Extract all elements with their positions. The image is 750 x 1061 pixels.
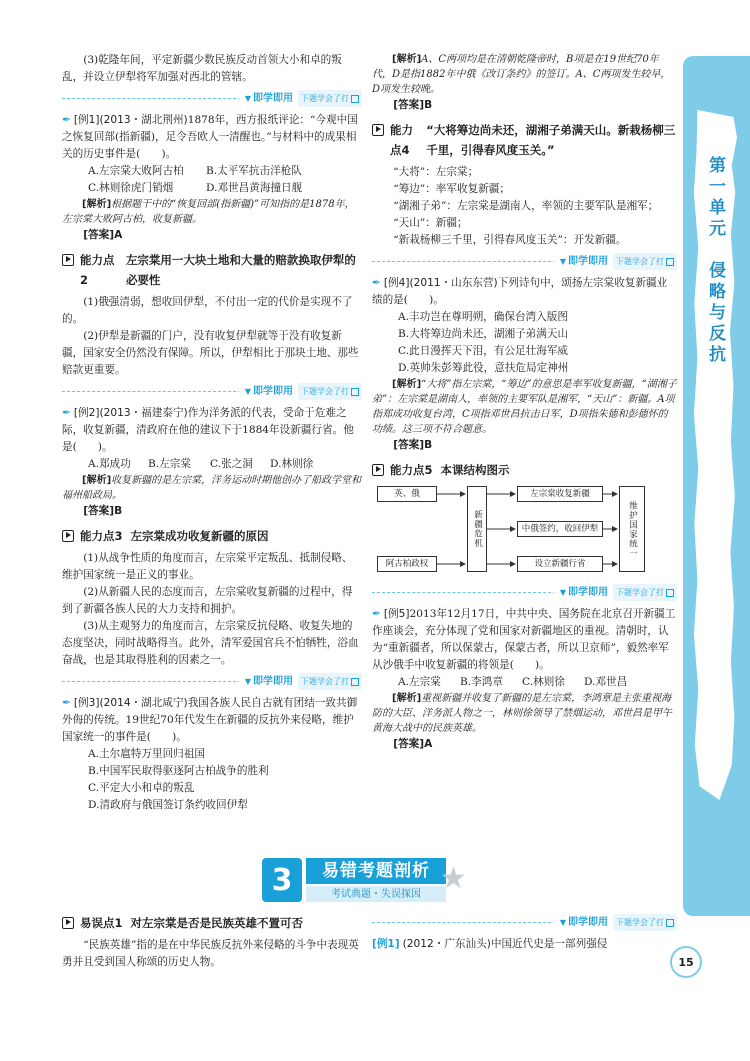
section-subtitle: 考试典题・失误探因 bbox=[306, 886, 446, 902]
section-banner bbox=[262, 855, 476, 905]
ability-point-5: 能力点5 本课结构图示 bbox=[372, 460, 677, 480]
pen-icon: ✒ bbox=[62, 114, 71, 126]
node-britain-russia: 英、俄 bbox=[377, 486, 437, 502]
left-column: (3)乾隆年间，平定新疆少数民族反动首领大小和卓的叛乱，并设立伊犁将军加强对西北的管辖。 ▼ 即学即用 下题学会了打 ✒ [例1](2013・湖北荆州)1878年，西方报纸评论：“今观中国之恢复回部(指新疆)，足令吾欧人一清醒也。”与材料中的成果相关的历史事件是( )。 A.左宗棠大败阿古柏 B.太平军抗击洋枪队 C.林则徐虎门销烟 D.邓世昌黄海撞日舰 [解析]根据题干中的“恢复回部(指新疆)”可知指的是1878年，左宗棠大败阿古柏，收复新疆。 [答案]A 能力点2 左宗棠用一大块土地和大量的赔款换取伊犁的必要性 (1)俄强清弱，想收回伊犁，不付出一定的代价是实现不了的。 (2)伊犁是新疆的门户，没有收复伊犁就等于没有收复新疆，国家安全仍然没有保障。所以，伊犁相比于那块土地、那些赔款更重要。 ▼ 即学即用 下题学会了打 ✒ [例2](2013・福建泰宁)作为洋务派的代表，受命于危难之际，收复新疆，清政府在他的建议下于1884年设新疆行省。他是( )。 A.郑成功 B.左宗棠 C.张之洞 D.林则徐 [解析]收复新疆的是左宗棠，洋务运动时期他创办了船政学堂和福州船政局。 [答案]B 能力点3 左宗棠成功收复新疆的原因 (1)从战争性质的角度而言，左宗棠平定叛乱、抵制侵略、维护国家统一是正义的事业。 (2)从新疆人民的态度而言，左宗棠收复新疆的过程中，得到了新疆各族人民的大力支持和拥护。 (3)从主观努力的角度而言，左宗棠反抗侵略、收复失地的态度坚决，同时战略得当。此外，清军爱国官兵不怕牺牲，浴血奋战，也是其取得胜利的因素之一。 ▼ 即学即用 下题学会了打 ✒ [例3](2014・湖北咸宁)我国各族人民自古就有团结一致共御外侮的传统。19世纪70年代发生在新疆的反抗外来侵略，维护国家统一的事件是( )。 A.土尔扈特万里回归祖国 B.中国军民取得驱逐阿古柏战争的胜利 C.平定大小和卓的叛乱 D.清政府与俄国签订条约收回伊犁 bbox=[62, 52, 362, 814]
triangle-icon: ▼ bbox=[559, 588, 566, 597]
example-2: ✒ [例2](2013・福建泰宁)作为洋务派的代表，受命于危难之际，收复新疆，清政府在他的建议下于1884年设新疆行省。他是( )。 A.郑成功 B.左宗棠 C.张之洞 D.林则徐 [解析]收复新疆的是左宗棠，洋务运动时期他创办了船政学堂和福州船政局。 [答案]B bbox=[62, 407, 362, 517]
example-5: ✒ [例5]2013年12月17日，中共中央、国务院在北京召开新疆工作座谈会，充分体现了党和国家对新疆地区的重视。清朝时，认为“重新疆者，所以保蒙古，保蒙古者，所以卫京师”，毅然率军从沙俄手中收复新疆的将领是( )。 A.左宗棠 B.李鸿章 C.林则徐 D.邓世昌 [解析]重视新疆并收复了新疆的是左宗棠，李鸿章是主张重视海防的大臣、洋务派人物之一，林则徐领导了禁烟运动，邓世昌是甲午黄海大战中的民族英雄。 [答案]A bbox=[372, 608, 676, 750]
intro-paragraph: (3)乾隆年间，平定新疆少数民族反动首领大小和卓的叛乱，并设立伊犁将军加强对西北的管辖。 bbox=[62, 54, 342, 83]
play-icon bbox=[372, 124, 384, 136]
play-icon bbox=[62, 254, 74, 266]
pen-icon: ✒ bbox=[372, 608, 381, 620]
check-box[interactable] bbox=[351, 95, 359, 103]
practice-bar: ▼ 即学即用 下题学会了打 bbox=[372, 585, 677, 600]
practice-bar: ▼ 即学即用 下题学会了打 bbox=[372, 254, 677, 269]
example-3: ✒ [例3](2014・湖北咸宁)我国各族人民自古就有团结一致共御外侮的传统。19世纪70年代发生在新疆的反抗外来侵略，维护国家统一的事件是( )。 A.土尔扈特万里回归祖国 B.中国军民取得驱逐阿古柏战争的胜利 C.平定大小和卓的叛乱 D.清政府与俄国签订条约收回伊犁 bbox=[62, 697, 358, 811]
example-1: ✒ [例1](2013・湖北荆州)1878年，西方报纸评论：“今观中国之恢复回部(指新疆)，足令吾欧人一清醒也。”与材料中的成果相关的历史事件是( )。 A.左宗棠大败阿古柏 B.太平军抗击洋枪队 C.林则徐虎门销烟 D.邓世昌黄海撞日舰 [解析]根据题干中的“恢复回部(指新疆)”可知指的是1878年，左宗棠大败阿古柏，收复新疆。 [答案]A bbox=[62, 114, 358, 241]
example-4: ✒ [例4](2011・山东东营)下列诗句中，颂扬左宗棠收复新疆业绩的是( )。 A.丰功岂在尊明朔，确保台湾入版图 B.大将筹边尚未还，湖湘子弟满天山 C.此日漫挥天下泪，有公足壮海军威 D.英帅朱彭筹此役，意扶危局定神州 [解析]“大将”指左宗棠，“筹边”的意思是率军收复新疆，“湖湘子弟”：左宗棠是湖南人，率领的主要军队是湘军，“天山”：新疆。A项指郑成功收复台湾，C项指邓世昌抗击日军，D项指朱德和彭德怀的功绩。这三项不符合题意。 [答案]B bbox=[372, 277, 677, 451]
practice-bar: ▼ 即学即用 下题学会了打 bbox=[372, 915, 677, 930]
pen-icon: ✒ bbox=[62, 407, 71, 419]
section-title: 易错考题剖析 bbox=[306, 858, 446, 884]
practice-bar: ▼ 即学即用 下题学会了打 bbox=[62, 384, 362, 399]
triangle-icon: ▼ bbox=[559, 257, 566, 266]
pen-icon: ✒ bbox=[62, 697, 71, 709]
right-column: [解析]A、C两项均是在清朝乾隆帝时，B项是在19世纪70年代，D是指1882年中俄《改订条约》的签订。A、C两项发生较早，D项发生较晚。 [答案]B 能力点4 “大将筹边尚未还，湖湘子弟满天山。新栽杨柳三千里，引得春风度玉关。” “大将”：左宗棠； “筹边”：率军收复新疆； “湖湘子弟”：左宗棠是湖南人，率领的主要军队是湘军； “天山”：新疆； “新栽杨柳三千里，引得春风度玉关”：开发新疆。 ▼ 即学即用 下题学会了打 ✒ [例4](2011・山东东营)下列诗句中，颂扬左宗棠收复新疆业绩的是( )。 A.丰功岂在尊明朔，确保台湾入版图 B.大将筹边尚未还，湖湘子弟满天山 C.此日漫挥天下泪，有公足壮海军威 D.英帅朱彭筹此役，意扶危局定神州 [解析]“大将”指左宗棠，“筹边”的意思是率军收复新疆，“湖湘子弟”：左宗棠是湖南人，率领的主要军队是湘军，“天山”：新疆。A项指郑成功收复台湾，C项指邓世昌抗击日军，D项指朱德和彭德怀的功绩。这三项不符合题意。 [答案]B 能力点5 本课结构图示 英、俄 新疆危机 左宗棠收复新疆 中俄签约，收回伊犁 设立新疆行省 阿古柏政权 维护国家统一 ▼ 即学即用 下题学会了打 ✒ [例5]2013年12月17日，中共中央、国务院在北京召开新疆工作座谈会，充分体现了党和国家对新疆地区的重视。清朝时，认为“重新疆者，所以保蒙古，保蒙古者，所以卫京师”，毅然率军从沙俄手中收复新疆的将领是( )。 A.左宗棠 B.李鸿章 C.林则徐 D.邓世昌 [解析]重视新疆并收复了新疆的是左宗棠，李鸿章是主张重视海防的大臣、洋务派人物之一，林则徐领导了禁烟运动，邓世昌是甲午黄海大战中的民族英雄。 [答案]A bbox=[372, 52, 677, 753]
ability-point-4: 能力点4 “大将筹边尚未还，湖湘子弟满天山。新栽杨柳三千里，引得春风度玉关。” bbox=[372, 120, 677, 160]
check-box[interactable] bbox=[351, 388, 359, 396]
ability-point-2: 能力点2 左宗棠用一大块土地和大量的赔款换取伊犁的必要性 bbox=[62, 250, 362, 290]
pen-icon: ✒ bbox=[372, 277, 381, 289]
node-province: 设立新疆行省 bbox=[517, 556, 603, 572]
ability-point-3: 能力点3 左宗棠成功收复新疆的原因 bbox=[62, 526, 362, 546]
triangle-icon: ▼ bbox=[244, 387, 251, 396]
section-number: 3 bbox=[262, 858, 302, 902]
bottom-right: ▼ 即学即用 下题学会了打 [例1] (2012・广东汕头)中国近代史是一部列强侵 bbox=[372, 913, 677, 953]
check-box[interactable] bbox=[666, 589, 674, 597]
star-icon: ★ bbox=[440, 861, 467, 896]
play-icon bbox=[372, 464, 384, 476]
check-box[interactable] bbox=[666, 919, 674, 927]
check-box[interactable] bbox=[351, 678, 359, 686]
play-icon bbox=[62, 530, 74, 542]
error-point-1: 易误点1 对左宗棠是否是民族英雄不置可否 bbox=[62, 913, 362, 933]
practice-bar: ▼ 即学即用 下题学会了打 bbox=[62, 674, 362, 689]
triangle-icon: ▼ bbox=[559, 918, 566, 927]
page-number: 15 bbox=[670, 946, 702, 978]
play-icon bbox=[62, 917, 74, 929]
node-unity: 维护国家统一 bbox=[619, 486, 645, 572]
unit-title: 第一单元 侵略与反抗 bbox=[705, 156, 725, 366]
bottom-left: 易误点1 对左宗棠是否是民族英雄不置可否 “民族英雄”指的是在中华民族反抗外来侵略的斗争中表现英勇并且受到国人称颂的历史人物。 bbox=[62, 913, 362, 971]
node-zuo-recovers: 左宗棠收复新疆 bbox=[517, 486, 603, 502]
node-yakub-regime: 阿古柏政权 bbox=[377, 556, 437, 572]
node-treaty-yili: 中俄签约，收回伊犁 bbox=[517, 521, 603, 537]
node-xinjiang-crisis: 新疆危机 bbox=[467, 486, 487, 572]
check-box[interactable] bbox=[666, 258, 674, 266]
triangle-icon: ▼ bbox=[244, 94, 251, 103]
practice-bar: ▼ 即学即用 下题学会了打 bbox=[62, 91, 362, 106]
structure-diagram bbox=[377, 484, 672, 580]
triangle-icon: ▼ bbox=[244, 677, 251, 686]
